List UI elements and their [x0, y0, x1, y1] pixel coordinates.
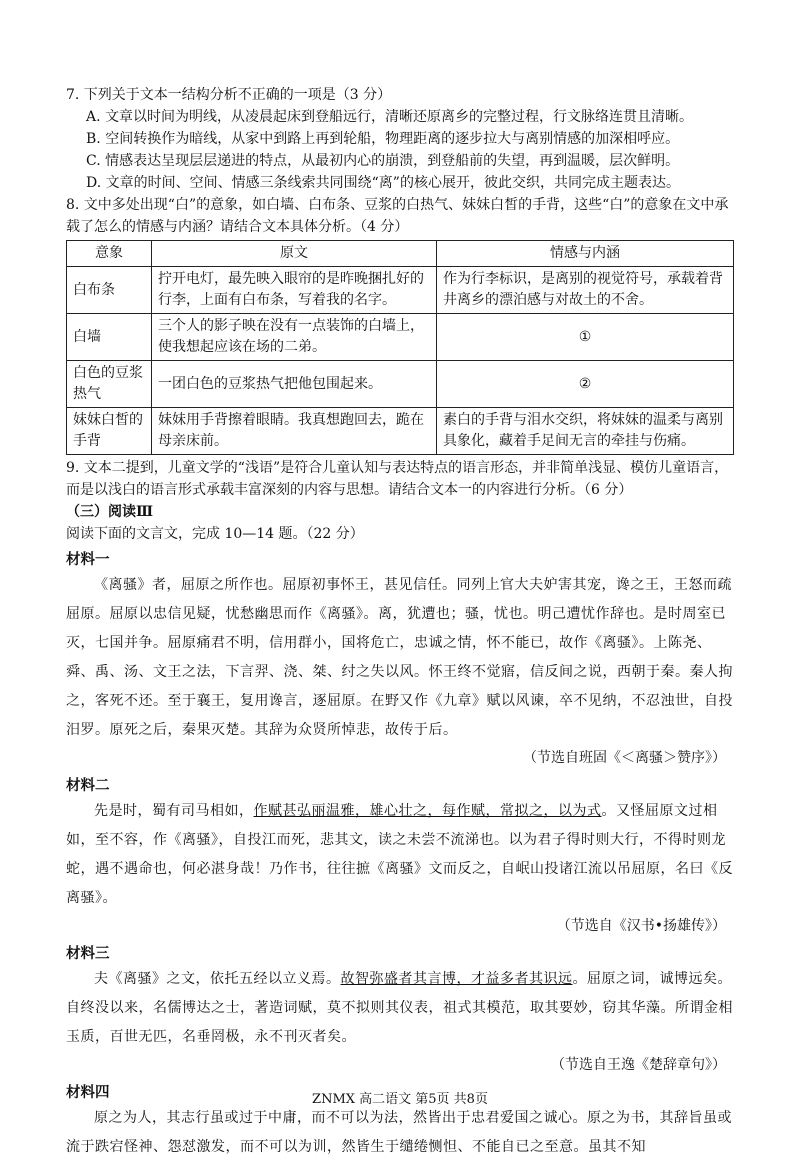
question-7-stem: 7. 下列关于文本一结构分析不正确的一项是（3 分）	[66, 87, 392, 103]
question-9-stem: 9. 文本二提到，儿童文学的“浅语”是符合儿童认知与表达特点的语言形态，并非简单浅显、模仿儿童语言，而是以浅白的语言形式承载丰富深刻的内容与思想。请结合文本一的内容进行分析。（6 分）	[66, 460, 729, 498]
table-cell: 作为行李标识，是离别的视觉符号，承载着背井离乡的漂泊感与对故土的不舍。	[437, 267, 734, 314]
material-label: 材料三	[66, 945, 110, 962]
table-header: 原文	[152, 241, 437, 267]
table-row	[67, 408, 734, 455]
table-header-row	[67, 241, 734, 267]
text-segment: 。又怪屈原文过相如，至不容，作《离骚》，自投江而死，悲其文，读之未尝不流涕也。以为君子得时则大行，不得时则龙蛇，遇不遇命也，何必湛身哉！乃作书，往往摭《离骚》文而反之，自岷山投诸江流以吊屈原，名曰《反离骚》。	[66, 803, 733, 906]
question-7-option-c: C. 情感表达呈现层层递进的特点，从最初内心的崩溃，到登船前的失望，再到温暖，层次鲜明。	[86, 153, 680, 169]
table-cell: 白布条	[67, 267, 152, 314]
table-cell: 白色的豆浆热气	[67, 361, 152, 408]
material-source: （节选自《汉书•扬雄传》）	[556, 918, 726, 934]
underlined-sentence: 故智弥盛者其言博，才益多者其识远	[340, 971, 573, 987]
question-7-option-a: A. 文章以时间为明线，从凌晨起床到登船远行，清晰还原离乡的完整过程，行文脉络连贯且清晰。	[86, 109, 694, 125]
exam-page	[66, 84, 734, 1162]
table-row	[67, 267, 734, 314]
text-segment: 先是时，蜀有司马相如，	[94, 803, 254, 819]
question-7-option-b: B. 空间转换作为暗线，从家中到路上再到轮船，物理距离的逐步拉大与离别情感的加深相呼应。	[86, 131, 680, 147]
underlined-sentence: 作赋甚弘丽温雅，雄心壮之，每作赋，常拟之，以为式	[253, 803, 602, 819]
answer-blank-1: ①	[437, 314, 734, 361]
material-source: （节选自班固《＜离骚＞赞序》）	[523, 750, 726, 766]
material-label: 材料四	[66, 1084, 110, 1101]
table-cell: 妹妹用手背擦着眼睛。我真想跑回去，跪在母亲床前。	[152, 408, 437, 455]
material-text	[66, 965, 734, 1052]
table-row	[67, 314, 734, 361]
question-8-stem: 8. 文中多处出现“白”的意象，如白墙、白布条、豆浆的白热气、妹妹白皙的手背，这些“白”的意象在文中承载了怎么的情感与内涵？请结合文本具体分析。（4 分）	[66, 197, 729, 235]
material-text	[66, 797, 734, 913]
text-segment: 。屈原之词，诚博远矣。自终没以来，名儒博达之士，著造词赋，莫不拟则其仪表，祖式其模范，取其要妙，窃其华藻。所谓金相玉质，百世无匹，名垂罔极，永不刊灭者矣。	[66, 971, 733, 1045]
question-7	[66, 84, 734, 194]
question-8	[66, 194, 734, 455]
material-3	[66, 943, 734, 1078]
table-cell: 拧开电灯，最先映入眼帘的是昨晚捆扎好的行李，上面有白布条，写着我的名字。	[152, 267, 437, 314]
table-cell: 白墙	[67, 314, 152, 361]
question-7-option-d: D. 文章的时间、空间、情感三条线索共同围绕“离”的核心展开，彼此交织，共同完成主题表达。	[86, 175, 680, 191]
material-2	[66, 775, 734, 939]
material-label: 材料二	[66, 777, 110, 794]
material-1	[66, 549, 734, 771]
material-source: （节选自王逸《楚辞章句》）	[551, 1057, 726, 1073]
material-label: 材料一	[66, 551, 110, 568]
table-cell: 素白的手背与泪水交织，将妹妹的温柔与离别具象化，藏着手足间无言的牵挂与伤痛。	[437, 408, 734, 455]
text-segment: 夫《离骚》之文，依托五经以立义焉。	[94, 971, 341, 987]
section-instruction: 阅读下面的文言文，完成 10—14 题。（22 分）	[66, 526, 364, 542]
table-cell: 妹妹白皙的手背	[67, 408, 152, 455]
table-row	[67, 361, 734, 408]
page-footer: ZNMX 高二语文 第5页 共8页	[312, 1092, 488, 1107]
table-header: 情感与内涵	[437, 241, 734, 267]
material-text: 原之为人，其志行虽或过于中庸，而不可以为法，然皆出于忠君爱国之诚心。原之为书，其辞旨虽或流于跌宕怪神、怨怼激发，而不可以为训，然皆生于缱绻恻怛、不能自已之至意。虽其不知	[66, 1110, 732, 1155]
table-cell: 三个人的影子映在没有一点装饰的白墙上，使我想起应该在场的二弟。	[152, 314, 437, 361]
material-text: 《离骚》者，屈原之所作也。屈原初事怀王，甚见信任。同列上官大夫妒害其宠，谗之王，王怒而疏屈原。屈原以忠信见疑，忧愁幽思而作《离骚》。离，犹遭也；骚，忧也。明己遭忧作辞也。是时周室已灭，七国并争。屈原痛君不明，信用群小，国将危亡，忠诚之情，怀不能已，故作《离骚》。上陈尧、舜、禹、汤、文王之法，下言羿、浇、桀、纣之失以风。怀王终不觉寤，信反间之说，西朝于秦。秦人拘之，客死不还。至于襄王，复用谗言，逐屈原。在野又作《九章》赋以风谏，卒不见纳，不忍浊世，自投汨罗。原死之后，秦果灭楚。其辞为众贤所悼悲，故传于后。	[66, 577, 733, 738]
table-cell: 一团白色的豆浆热气把他包围起来。	[152, 361, 437, 408]
section-title: （三）阅读Ⅲ	[66, 504, 154, 520]
table-header: 意象	[67, 241, 152, 267]
answer-blank-2: ②	[437, 361, 734, 408]
imagery-table	[66, 240, 734, 455]
